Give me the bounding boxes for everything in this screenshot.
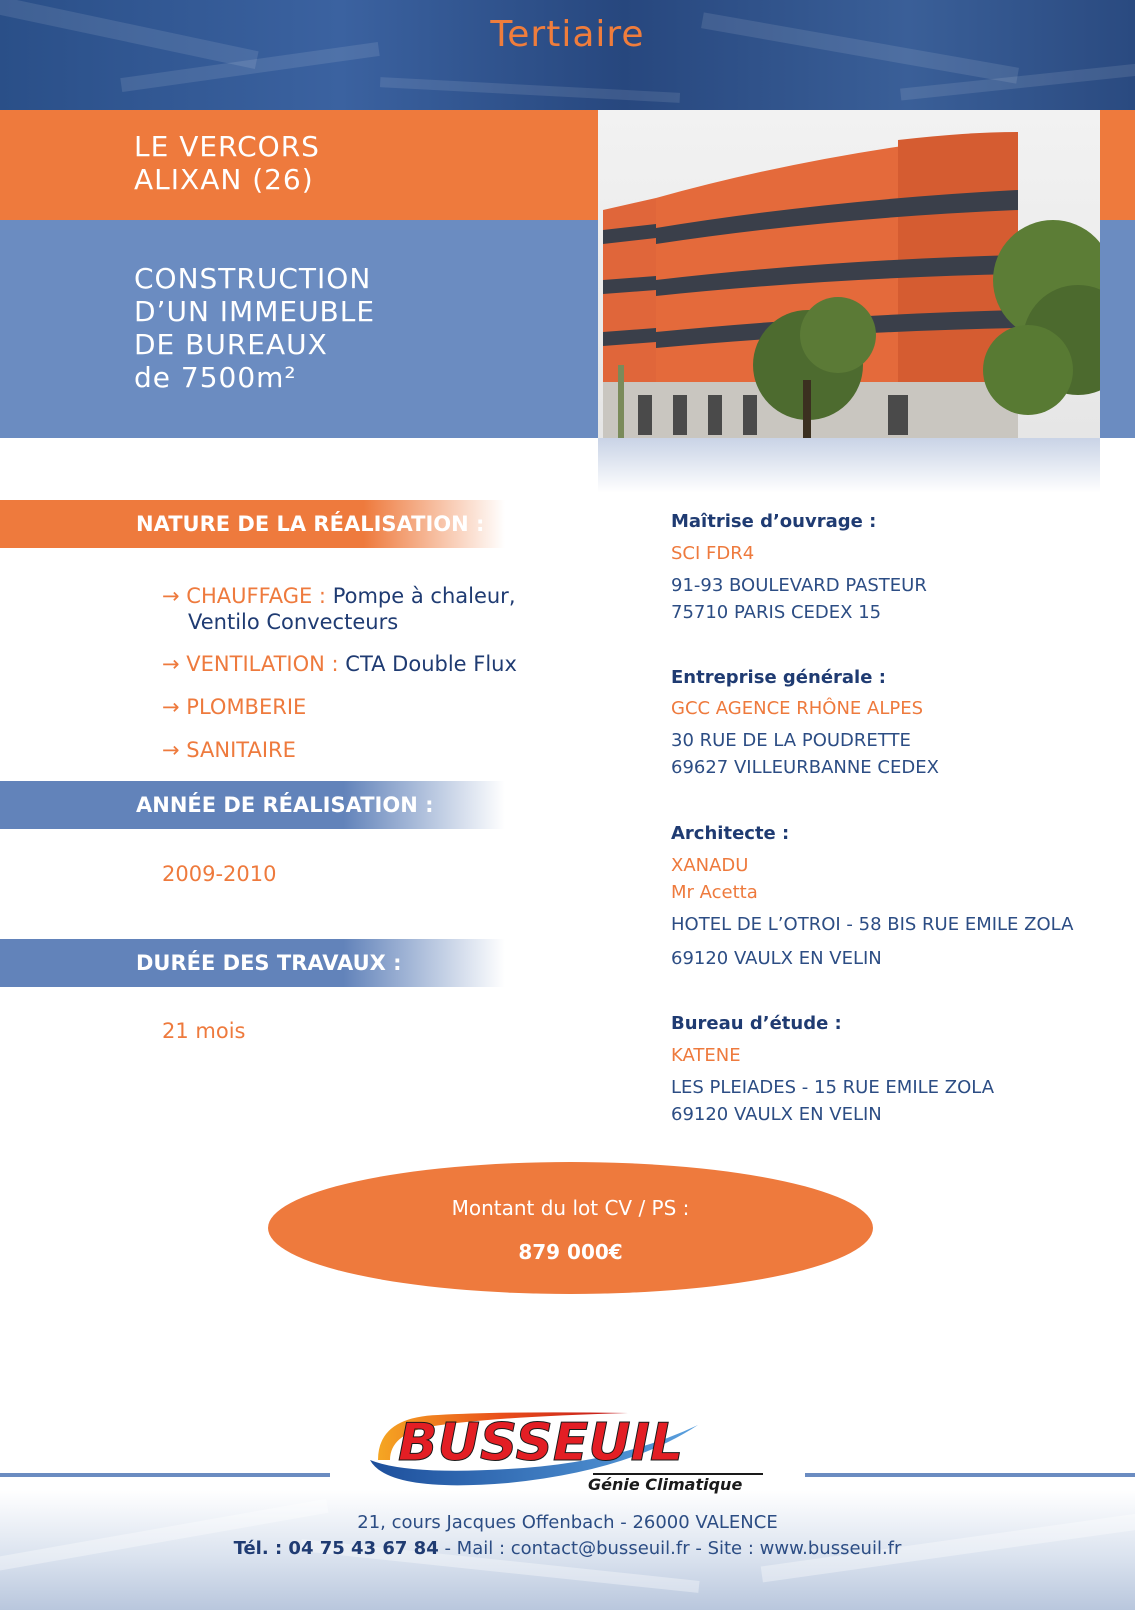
stakeholder-name: KATENE [671, 1045, 741, 1066]
stakeholder-name: SCI FDR4 [671, 543, 755, 564]
stakeholder-name: XANADU [671, 855, 749, 876]
arrow-right-icon: → [162, 652, 180, 676]
stakeholder-address: LES PLEIADES - 15 RUE EMILE ZOLA [671, 1077, 995, 1098]
photo-reflection [598, 438, 1100, 493]
stakeholder-address: 30 RUE DE LA POUDRETTE [671, 730, 911, 751]
list-item: → CHAUFFAGE : Pompe à chaleur, [162, 584, 516, 608]
stakeholder-title: Architecte : [671, 823, 790, 844]
location-title: LE VERCORS ALIXAN (26) [134, 130, 320, 196]
year-heading: ANNÉE DE RÉALISATION : [136, 793, 434, 817]
stakeholder-address: 69120 VAULX EN VELIN [671, 948, 882, 969]
svg-text:Génie Climatique: Génie Climatique [588, 1475, 743, 1494]
duration-heading-bar [0, 939, 505, 987]
arrow-right-icon: → [162, 738, 180, 762]
svg-text:BUSSEUIL: BUSSEUIL [398, 1413, 684, 1473]
company-contact [0, 1538, 1135, 1559]
arrow-right-icon: → [162, 584, 180, 608]
project-title: CONSTRUCTION D’UN IMMEUBLE DE BUREAUX de 7500m² [134, 262, 376, 394]
stakeholder-address: HOTEL DE L’OTROI - 58 BIS RUE EMILE ZOLA [671, 914, 1074, 935]
stakeholder-name: GCC AGENCE RHÔNE ALPES [671, 698, 924, 719]
busseuil-logo [368, 1405, 778, 1495]
orange-edge [1100, 110, 1135, 220]
stakeholder-contact: Mr Acetta [671, 882, 758, 903]
amount-label: Montant du lot CV / PS : [451, 1196, 690, 1220]
year-heading-bar [0, 781, 505, 829]
arrow-right-icon: → [162, 695, 180, 719]
year-value: 2009-2010 [162, 862, 277, 886]
stakeholder-address: 75710 PARIS CEDEX 15 [671, 602, 882, 623]
section-title: Tertiaire [490, 14, 645, 55]
stakeholder-address: 69627 VILLEURBANNE CEDEX [671, 757, 939, 778]
amount-value: 879 000€ [518, 1240, 623, 1264]
duration-value: 21 mois [162, 1019, 246, 1043]
amount-badge [268, 1162, 873, 1294]
company-address: 21, cours Jacques Offenbach - 26000 VALENCE [357, 1512, 778, 1533]
phone: Tél. : 04 75 43 67 84 [233, 1538, 439, 1559]
list-item: → PLOMBERIE [162, 695, 307, 719]
stakeholder-title: Bureau d’étude : [671, 1013, 842, 1034]
duration-heading: DURÉE DES TRAVAUX : [136, 951, 402, 975]
nature-heading: NATURE DE LA RÉALISATION : [136, 512, 485, 536]
stakeholder-title: Entreprise générale : [671, 667, 886, 688]
footer-divider [805, 1473, 1135, 1477]
stakeholder-address: 69120 VAULX EN VELIN [671, 1104, 882, 1125]
list-item-continuation: Ventilo Convecteurs [188, 610, 399, 634]
nature-heading-bar [0, 500, 505, 548]
building-photo [598, 110, 1100, 438]
list-item: → VENTILATION : CTA Double Flux [162, 652, 517, 676]
list-item: → SANITAIRE [162, 738, 296, 762]
blue-edge [1100, 220, 1135, 438]
footer-divider [0, 1473, 330, 1477]
stakeholder-title: Maîtrise d’ouvrage : [671, 511, 877, 532]
mail-site: - Mail : contact@busseuil.fr - Site : www.busseuil.fr [438, 1538, 902, 1559]
stakeholder-address: 91-93 BOULEVARD PASTEUR [671, 575, 927, 596]
